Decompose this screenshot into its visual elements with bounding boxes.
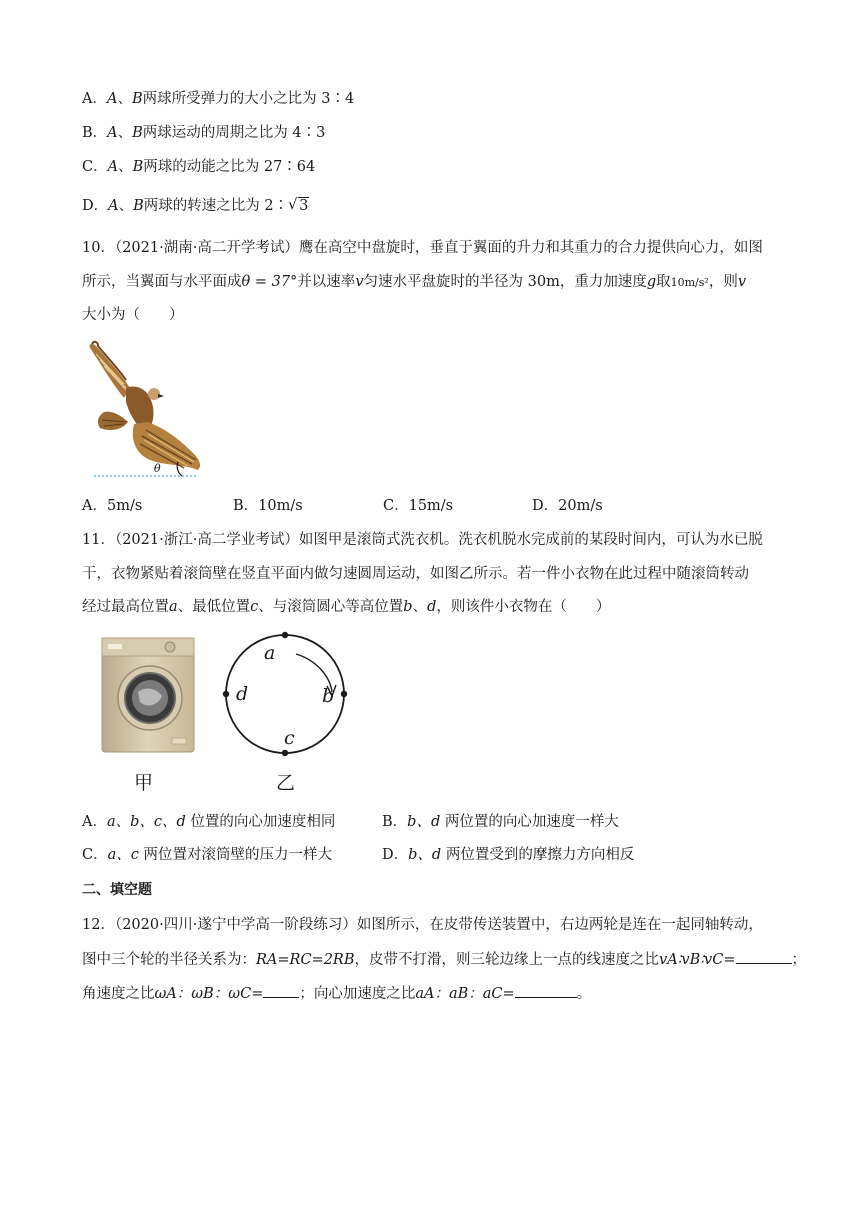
text: ；向心加速度之比 (299, 986, 416, 1002)
g-value: 10m/s² (670, 276, 709, 289)
caption-yi: 乙 (276, 772, 296, 794)
q10-stem-line2 (82, 272, 746, 293)
radii-relation: RA=RC=2RB (256, 952, 355, 968)
var: v (355, 274, 364, 290)
var: d (427, 599, 437, 615)
text: 并以速率 (297, 274, 356, 290)
label-a: a (264, 642, 276, 664)
vars: a、c (107, 847, 139, 863)
var: B (132, 159, 144, 175)
var: A (107, 159, 119, 175)
text: 、 (412, 599, 428, 615)
q9-option-a (82, 89, 354, 109)
q12-stem-line3 (82, 982, 591, 1004)
var: B (132, 125, 143, 141)
text: 匀速水平盘旋时的半径为 30m，重力加速度 (363, 274, 647, 290)
point-c (282, 750, 288, 756)
text: 、 (117, 125, 133, 141)
velocity-ratio: vA∶vB∶vC= (659, 952, 736, 968)
angular-velocity-ratio: ωA：ωB：ωC= (154, 986, 264, 1002)
text: 两球所受弹力的大小之比为 3∶4 (142, 91, 355, 107)
q10-option-b: B．10m/s (233, 498, 303, 514)
vars: b、d (408, 847, 442, 863)
text: 两球运动的周期之比为 4∶3 (142, 125, 326, 141)
text: ，则该件小衣物在（ ） (436, 599, 611, 615)
q11-stem-line1: 11．（2021·浙江·高二学业考试）如图甲是滚筒式洗衣机。洗衣机脱水完成前的某段时间内，可认为水已脱 (82, 532, 763, 548)
text: 、 (118, 159, 133, 175)
option-label: B． (382, 814, 408, 830)
q10-option-a: A．5m/s (82, 498, 143, 514)
filter-cover (172, 738, 186, 744)
q11-stem-line2: 干，衣物紧贴着滚筒壁在竖直平面内做匀速圆周运动，如图乙所示。若一件小衣物在此过程中随滚筒转动 (82, 566, 749, 582)
text: 角速度之比 (82, 986, 155, 1002)
acceleration-ratio: aA：aB：aC= (415, 986, 515, 1002)
vars: a、b、c、d (106, 814, 186, 830)
sqrt-expr: √ 3 (288, 197, 309, 214)
text: ； (791, 952, 806, 968)
q12-stem-line1: 12．（2020·四川·遂宁中学高一阶段练习）如图所示，在皮带传送装置中，右边两轮是连在一起同轴转动， (82, 917, 763, 933)
q9-option-b (82, 123, 325, 143)
var: b (403, 599, 413, 615)
q11-option-a (82, 812, 335, 832)
var: A (106, 91, 118, 107)
sqrt-value: 3 (299, 198, 309, 214)
q10-option-c: C．15m/s (383, 498, 454, 514)
option-label: A． (82, 814, 107, 830)
answer-blank-acceleration[interactable] (515, 982, 577, 998)
text: ，皮带不打滑，则三轮边缘上一点的线速度之比 (354, 952, 659, 968)
text: 。 (576, 986, 592, 1002)
option-text: 两位置的向心加速度一样大 (440, 814, 619, 830)
label-d: d (236, 683, 249, 705)
text: 图中三个轮的半径关系为： (82, 952, 256, 968)
label-c: c (284, 727, 295, 749)
caption-jia: 甲 (134, 772, 154, 794)
q11-options-row1 (82, 812, 782, 832)
point-b (341, 691, 347, 697)
q10-stem-line3: 大小为（ ） (82, 307, 184, 323)
option-label: C． (82, 847, 108, 863)
q11-stem-line3 (82, 597, 610, 617)
vars: b、d (407, 814, 441, 830)
text: 、 (118, 198, 134, 214)
option-label: A． (82, 91, 107, 107)
option-label: D． (82, 198, 109, 214)
var: B (133, 198, 144, 214)
point-d (223, 691, 229, 697)
q10-stem-line1: 10．（2021·湖南·高二开学考试）鹰在高空中盘旋时，垂直于翼面的升力和其重力的合力提供向心力，如图 (82, 240, 763, 256)
q11-options-row2 (82, 845, 782, 865)
text: 、与滚筒圆心等高位置 (258, 599, 404, 615)
answer-blank-angular[interactable] (263, 982, 299, 998)
label-b: b (322, 685, 335, 707)
q9-option-d (82, 196, 309, 216)
text: 、 (117, 91, 132, 107)
text: 经过最高位置 (82, 599, 169, 615)
text: 所示，当翼面与水平面成 (82, 274, 242, 290)
eagle-figure (84, 336, 206, 480)
q11-option-b (382, 812, 619, 832)
option-label: B． (82, 125, 108, 141)
option-label: C． (82, 159, 108, 175)
var: a (169, 599, 178, 615)
theta-expr: θ = 37° (241, 274, 298, 290)
option-text: 位置的向心加速度相同 (185, 814, 336, 830)
q10-option-d: D．20m/s (532, 498, 603, 514)
answer-blank-velocity[interactable] (736, 948, 792, 964)
var: g (646, 274, 657, 290)
text: 、最低位置 (177, 599, 251, 615)
dial-icon (165, 642, 175, 652)
washing-machine-figure (100, 636, 198, 756)
q11-option-d (382, 845, 634, 865)
option-label: D． (382, 847, 409, 863)
text: 两球的转速之比为 2∶ (143, 198, 289, 214)
q10-options (82, 496, 782, 516)
text: ，则 (708, 274, 738, 290)
q9-option-c (82, 157, 315, 177)
var: c (250, 599, 259, 615)
drum-circle-diagram (218, 630, 354, 760)
section-title-fill-in: 二、填空题 (82, 882, 152, 898)
var: v (737, 274, 747, 290)
option-text: 两位置受到的摩擦力方向相反 (441, 847, 635, 863)
option-text: 两位置对滚筒壁的压力一样大 (138, 847, 332, 863)
q11-option-c (82, 845, 332, 865)
var: A (108, 198, 119, 214)
text: 两球的动能之比为 27∶64 (143, 159, 316, 175)
text: 取 (656, 274, 671, 290)
theta-label: θ (154, 462, 161, 475)
point-a (282, 632, 288, 638)
var: B (131, 91, 143, 107)
q12-stem-line2 (82, 948, 806, 970)
var: A (107, 125, 118, 141)
detergent-drawer (108, 644, 122, 649)
